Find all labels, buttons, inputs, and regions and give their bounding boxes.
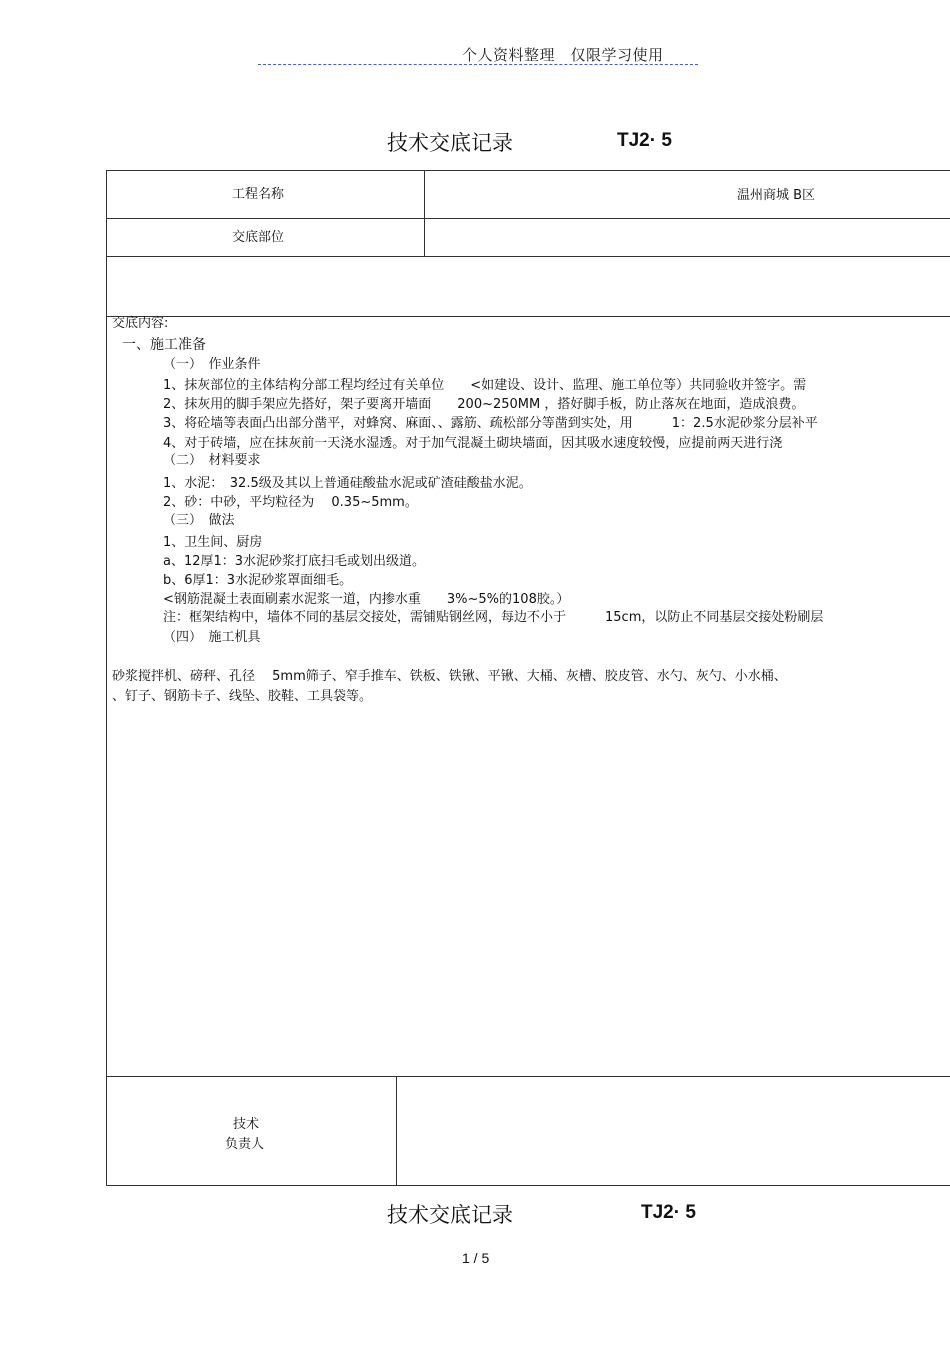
table-column-divider [396,1076,397,1185]
subsection-heading: （四） 施工机具 [163,630,261,645]
content-line: 1、卫生间、厨房 [163,535,263,550]
table-border-bottom [106,1185,950,1186]
document-code: TJ2· 5 [617,130,672,151]
content-line: a、12厚1：3水泥砂浆打底扫毛或划出级道。 [163,554,426,569]
subsection-heading: （三） 做法 [163,513,235,528]
content-line: b、6厚1：3水泥砂浆罩面细毛。 [163,573,353,588]
footer-title: 技术交底记录 [387,1203,513,1227]
subsection-heading: （二） 材料要求 [163,453,261,468]
signature-label-line1: 技术 [233,1117,260,1132]
content-line: 1、抹灰部位的主体结构分部工程均经过有关单位 <如建设、设计、监理、施工单位等）共同验收并签字。需 [163,378,807,393]
document-title: 技术交底记录 [387,131,513,155]
content-line: 2、抹灰用的脚手架应先搭好，架子要离开墙面 200~250MM ，搭好脚手板，防止落灰在地面，造成浪费。 [163,397,805,412]
table-border-left [106,170,107,1185]
table-row-divider [106,1076,950,1077]
project-name-value: 温州商城 B区 [737,188,816,203]
handover-part-label: 交底部位 [232,230,285,245]
content-line: 砂浆搅拌机、磅秤、孔径 5mm筛子、窄手推车、铁板、铁锹、平锹、大桶、灰槽、胶皮管、水勺、灰勺、小水桶、 [112,669,787,684]
watermark-underline [258,64,698,65]
content-line: 4、对于砖墙，应在抹灰前一天浇水湿透。对于加气混凝土砌块墙面，因其吸水速度较慢，应提前两天进行浇 [163,436,783,451]
note-line: 注：框架结构中，墙体不同的基层交接处，需铺贴钢丝网，每边不小于 15cm，以防止不同基层交接处粉刷层 [163,610,824,625]
content-line: <钢筋混凝土表面刷素水泥浆一道，内掺水重 3%~5%的108胶。） [163,592,570,607]
content-line: 、钉子、钢筋卡子、线坠、胶鞋、工具袋等。 [112,689,373,704]
table-row-divider [106,218,950,219]
content-line: 2、砂：中砂，平均粒径为 0.35~5mm。 [163,495,418,510]
table-row-divider [106,316,950,317]
content-line: 1、水泥： 32.5级及其以上普通硅酸盐水泥或矿渣硅酸盐水泥。 [163,476,532,491]
page-number: 1 / 5 [462,1250,490,1266]
table-row-divider [106,256,950,257]
content-line: 3、将砼墙等表面凸出部分凿平，对蜂窝、麻面、、露筋、疏松部分等凿到实处，用 1：2.5水泥砂浆分层补平 [163,416,818,431]
project-name-label: 工程名称 [232,187,285,202]
footer-code: TJ2· 5 [641,1202,696,1223]
table-column-divider [424,170,425,256]
section-heading: 一、施工准备 [122,337,206,353]
content-heading: 交底内容: [112,316,169,331]
signature-label-line2: 负责人 [225,1137,265,1152]
watermark-text: 个人资料整理 仅限学习使用 [462,46,664,64]
table-border-top [106,170,950,171]
subsection-heading: （一） 作业条件 [163,357,261,372]
